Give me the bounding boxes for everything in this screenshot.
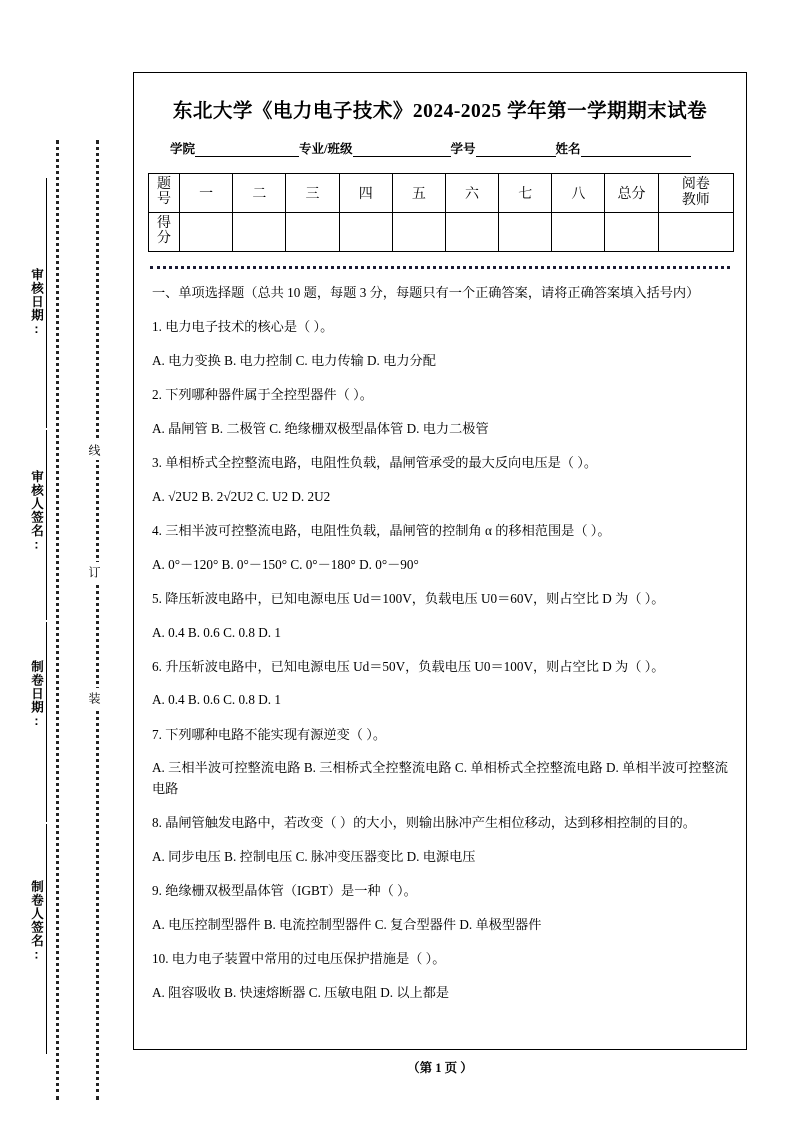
score-cell-4[interactable] xyxy=(339,213,392,252)
question-5-stem: 5. 降压斩波电路中，已知电源电压 Ud＝100V，负载电压 U0＝60V，则占空比 D 为（ ）。 xyxy=(152,591,665,607)
question-7-options[interactable]: A. 三相半波可控整流电路 B. 三相桥式全控整流电路 C. 单相桥式全控整流电路 D. 单相半波可控整流电路 xyxy=(152,760,728,796)
margin-label-reviewer-signature: 审核人签名: xyxy=(29,470,44,553)
score-col-header-3: 三 xyxy=(286,174,339,213)
margin-rule-top xyxy=(46,178,47,428)
score-col-header-1: 一 xyxy=(180,174,233,213)
question-6-stem: 6. 升压斩波电路中，已知电源电压 Ud＝50V，负载电压 U0＝100V，则占空比 D 为（ ）。 xyxy=(152,658,665,674)
score-table-row-label-score xyxy=(149,213,180,252)
field-student-id-label: 学号 xyxy=(450,142,476,156)
margin-label-review-date: 审核日期: xyxy=(29,268,44,337)
question-2-options[interactable]: A. 晶闸管 B. 二极管 C. 绝缘栅双极型晶体管 D. 电力二极管 xyxy=(152,420,489,436)
field-student-id xyxy=(451,139,556,157)
question-4-stem: 4. 三相半波可控整流电路，电阻性负载，晶闸管的控制角 α 的移相范围是（ ）。 xyxy=(152,523,611,539)
table-row-scores xyxy=(149,213,734,252)
header-separator-dotted-line xyxy=(150,266,730,269)
seal-dotted-line-inner xyxy=(56,140,59,1100)
exam-paper-sheet xyxy=(133,72,747,1050)
score-col-header-2: 二 xyxy=(233,174,286,213)
margin-rule-bottom xyxy=(46,824,47,1054)
question-9-stem: 9. 绝缘栅双极型晶体管（IGBT）是一种（ ）。 xyxy=(152,883,417,899)
score-cell-8[interactable] xyxy=(552,213,605,252)
seal-word-line: 线 xyxy=(88,440,100,460)
question-2-stem: 2. 下列哪种器件属于全控型器件（ ）。 xyxy=(152,387,373,403)
question-10-options[interactable]: A. 阻容吸收 B. 快速熔断器 C. 压敏电阻 D. 以上都是 xyxy=(152,984,450,1000)
question-1-options[interactable]: A. 电力变换 B. 电力控制 C. 电力传输 D. 电力分配 xyxy=(152,352,436,368)
field-name xyxy=(556,139,691,157)
score-cell-2[interactable] xyxy=(233,213,286,252)
seal-dotted-line-outer xyxy=(96,140,99,1100)
score-col-header-8: 八 xyxy=(552,174,605,213)
question-body xyxy=(152,283,728,1003)
row-label-char-2: 号 xyxy=(157,192,172,207)
question-9-options[interactable]: A. 电压控制型器件 B. 电流控制型器件 C. 复合型器件 D. 单极型器件 xyxy=(152,916,542,932)
margin-label-paper-date: 制卷日期: xyxy=(29,660,44,729)
question-4-options[interactable]: A. 0°－120° B. 0°－150° C. 0°－180° D. 0°－90° xyxy=(152,556,419,572)
question-3-stem: 3. 单相桥式全控整流电路，电阻性负载，晶闸管承受的最大反向电压是（ ）。 xyxy=(152,455,598,471)
score-label-char-2: 分 xyxy=(157,231,172,246)
field-major-class-label: 专业/班级 xyxy=(299,142,353,156)
seal-word-bind: 订 xyxy=(88,562,100,582)
left-margin-annotations xyxy=(0,0,120,1122)
teacher-label-line-1: 阅卷 xyxy=(681,176,710,192)
question-6-options[interactable]: A. 0.4 B. 0.6 C. 0.8 D. 1 xyxy=(152,692,281,708)
score-col-header-5: 五 xyxy=(392,174,445,213)
field-college-input[interactable] xyxy=(195,143,299,157)
page-number-footer: （第 1 页 ） xyxy=(407,1061,473,1075)
score-table xyxy=(148,173,734,252)
page-title: 东北大学《电力电子技术》2024‑2025 学年第一学期期末试卷 xyxy=(172,101,708,122)
question-10-stem: 10. 电力电子装置中常用的过电压保护措施是（ ）。 xyxy=(152,951,446,967)
score-col-header-teacher xyxy=(658,174,733,213)
question-8-options[interactable]: A. 同步电压 B. 控制电压 C. 脉冲变压器变比 D. 电源电压 xyxy=(152,848,476,864)
score-cell-total[interactable] xyxy=(605,213,658,252)
seal-word-seal: 装 xyxy=(88,688,100,708)
score-col-header-7: 七 xyxy=(499,174,552,213)
field-college-label: 学院 xyxy=(170,142,196,156)
table-row-question-numbers xyxy=(149,174,734,213)
margin-rule-third xyxy=(46,622,47,822)
score-cell-5[interactable] xyxy=(392,213,445,252)
section-heading: 一、单项选择题（总共 10 题，每题 3 分，每题只有一个正确答案，请将正确答案填入括号内） xyxy=(152,285,700,300)
score-label-char-1: 得 xyxy=(157,216,172,232)
field-college xyxy=(170,139,299,157)
score-table-row-label-question xyxy=(149,174,180,213)
score-cell-3[interactable] xyxy=(286,213,339,252)
row-label-char-1: 题 xyxy=(157,177,172,193)
field-major-class xyxy=(299,139,450,157)
question-3-options[interactable]: A. √2U2 B. 2√2U2 C. U2 D. 2U2 xyxy=(152,488,331,504)
margin-label-paper-author-signature: 制卷人签名: xyxy=(29,880,44,963)
question-1-stem: 1. 电力电子技术的核心是（ ）。 xyxy=(152,319,334,335)
score-cell-teacher[interactable] xyxy=(658,213,733,252)
question-8-stem: 8. 晶闸管触发电路中，若改变（ ）的大小，则输出脉冲产生相位移动，达到移相控制的目的。 xyxy=(152,815,696,831)
teacher-label-line-2: 教师 xyxy=(681,193,710,208)
field-major-class-input[interactable] xyxy=(353,143,451,157)
score-cell-1[interactable] xyxy=(180,213,233,252)
question-7-stem: 7. 下列哪种电路不能实现有源逆变（ ）。 xyxy=(152,726,387,742)
score-col-header-4: 四 xyxy=(339,174,392,213)
question-5-options[interactable]: A. 0.4 B. 0.6 C. 0.8 D. 1 xyxy=(152,624,281,640)
field-name-input[interactable] xyxy=(581,143,691,157)
student-info-row xyxy=(170,139,726,157)
score-cell-7[interactable] xyxy=(499,213,552,252)
field-student-id-input[interactable] xyxy=(476,143,556,157)
margin-rule-second xyxy=(46,430,47,620)
score-cell-6[interactable] xyxy=(445,213,498,252)
score-col-header-6: 六 xyxy=(445,174,498,213)
score-col-header-total: 总分 xyxy=(605,174,658,213)
field-name-label: 姓名 xyxy=(555,142,581,156)
